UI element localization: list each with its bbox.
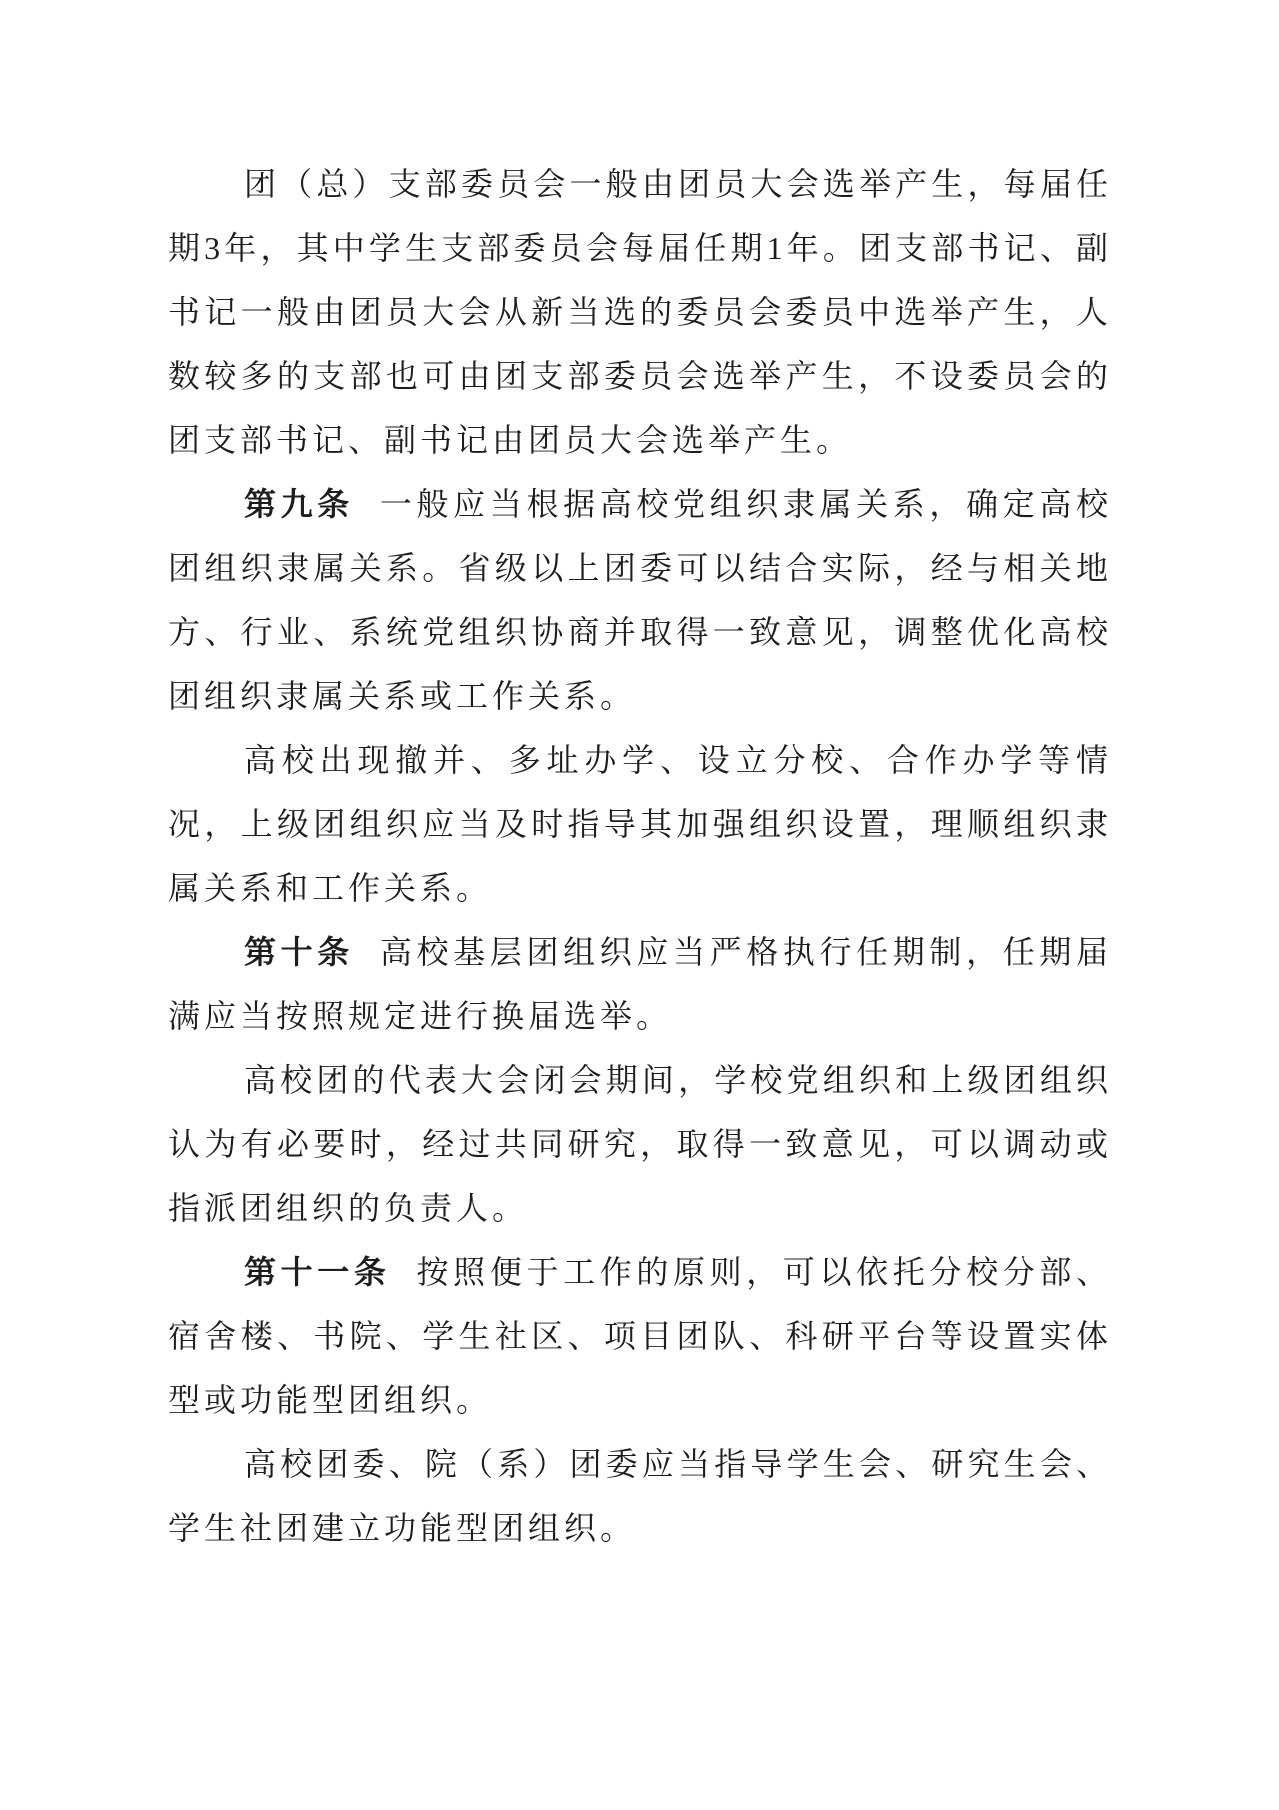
paragraph (168, 920, 1112, 1048)
paragraph-text: 高校出现撤并、多址办学、设立分校、合作办学等情况，上级团组织应当及时指导其加强组织设置，理顺组织隶属关系和工作关系。 (168, 742, 1112, 906)
paragraph (168, 1048, 1112, 1240)
article-number: 第九条 (244, 486, 354, 522)
paragraph (168, 472, 1112, 728)
paragraph-text: 高校团委、院（系）团委应当指导学生会、研究生会、学生社团建立功能型团组织。 (168, 1446, 1112, 1546)
paragraph (168, 152, 1112, 472)
paragraph-text: 团（总）支部委员会一般由团员大会选举产生，每届任期3年，其中学生支部委员会每届任期1年。团支部书记、副书记一般由团员大会从新当选的委员会委员中选举产生，人数较多的支部也可由团支部委员会选举产生，不设委员会的团支部书记、副书记由团员大会选举产生。 (168, 166, 1112, 458)
article-number: 第十一条 (244, 1254, 391, 1290)
article-number: 第十条 (244, 934, 354, 970)
paragraph-text: 高校团的代表大会闭会期间，学校党组织和上级团组织认为有必要时，经过共同研究，取得一致意见，可以调动或指派团组织的负责人。 (168, 1062, 1112, 1226)
paragraph (168, 728, 1112, 920)
paragraph (168, 1432, 1112, 1560)
paragraph (168, 1240, 1112, 1432)
paragraph-text: 按照便于工作的原则，可以依托分校分部、宿舍楼、书院、学生社区、项目团队、科研平台等设置实体型或功能型团组织。 (168, 1254, 1112, 1418)
document-body (168, 152, 1112, 1560)
paragraph-text: 高校基层团组织应当严格执行任期制，任期届满应当按照规定进行换届选举。 (168, 934, 1112, 1034)
paragraph-text: 一般应当根据高校党组织隶属关系，确定高校团组织隶属关系。省级以上团委可以结合实际，经与相关地方、行业、系统党组织协商并取得一致意见，调整优化高校团组织隶属关系或工作关系。 (168, 486, 1112, 714)
